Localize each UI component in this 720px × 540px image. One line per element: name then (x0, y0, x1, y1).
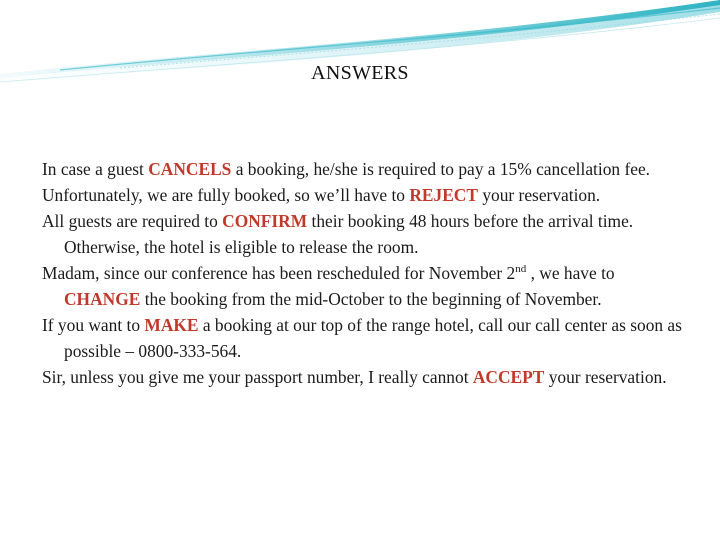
answer-keyword: CHANGE (64, 289, 141, 309)
answer-text: a booking, he/she is required to pay a 15% cancellation fee. (231, 159, 651, 179)
answer-text: If you want to (42, 315, 145, 335)
answer-item (42, 182, 682, 208)
answer-text: your reservation. (477, 185, 601, 205)
answer-keyword: REJECT (409, 185, 478, 205)
answers-list (42, 156, 682, 390)
answer-item (42, 312, 682, 364)
answer-text: your reservation. (544, 367, 667, 387)
answer-text: , we have to (526, 263, 615, 283)
answer-text: Unfortunately, we are fully booked, so we’ll have to (42, 185, 410, 205)
answer-text: Madam, since our conference has been rescheduled for November 2 (42, 263, 516, 283)
answer-text: the booking from the mid-October to the beginning of November. (140, 289, 602, 309)
ordinal-suffix: nd (515, 263, 527, 276)
answer-item (42, 156, 682, 182)
answer-text: a booking at our top of the range hotel, call our call center as soon as possible – 0800-333-564. (64, 315, 682, 361)
teal-swoosh-decoration (0, 0, 720, 100)
answer-keyword: ACCEPT (472, 367, 545, 387)
answer-text: their booking 48 hours before the arrival time. Otherwise, the hotel is eligible to release the room. (64, 211, 634, 257)
answer-item (42, 260, 682, 312)
answer-keyword: CANCELS (148, 159, 232, 179)
answer-text: All guests are required to (42, 211, 223, 231)
answer-item (42, 208, 682, 260)
answer-keyword: CONFIRM (222, 211, 308, 231)
answer-keyword: MAKE (144, 315, 199, 335)
slide-title: ANSWERS (311, 62, 409, 84)
answer-item (42, 364, 682, 390)
answer-text: Sir, unless you give me your passport number, I really cannot (42, 367, 473, 387)
answer-text: In case a guest (42, 159, 149, 179)
